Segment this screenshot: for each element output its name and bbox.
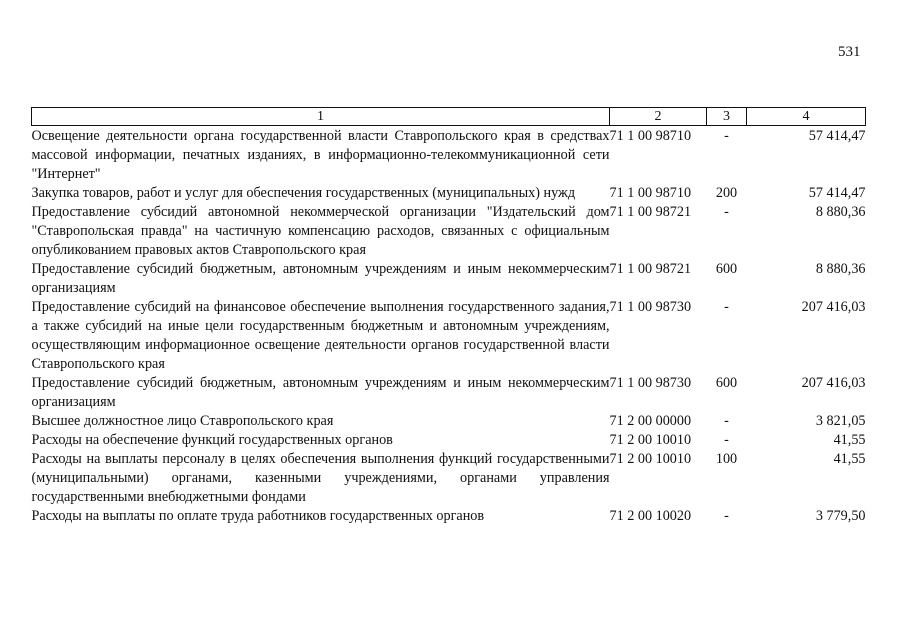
table-row (32, 298, 866, 374)
row-amount: 8 880,36 (815, 204, 866, 220)
row-code: 71 1 00 98710 (609, 185, 692, 201)
header-col-2: 2 (610, 108, 707, 126)
row-type: - (724, 432, 729, 448)
row-amount: 3 821,05 (815, 413, 866, 429)
row-description: Предоставление субсидий бюджетным, автономным учреждениям и иным некоммерческим организациям (31, 261, 610, 296)
table-row (32, 374, 866, 412)
page-number: 531 (838, 44, 861, 60)
row-code: 71 1 00 98730 (609, 375, 692, 391)
row-description: Предоставление субсидий автономной некоммерческой организации "Издательский дом "Ставропольская правда" на частичную компенсацию расходов, связанных с официальным опубликованием правовых актов Ставропольского края (31, 204, 610, 258)
header-col-4: 4 (747, 108, 866, 126)
row-code: 71 1 00 98710 (609, 128, 692, 144)
row-description: Предоставление субсидий на финансовое обеспечение выполнения государственного задания, а также субсидий на иные цели государственным бюджетным и автономным учреждениям, осуществляющим информационное освещение деятельности органов государственной власти Ставропольского края (31, 299, 610, 372)
table-row (32, 431, 866, 450)
row-amount: 207 416,03 (801, 299, 866, 315)
row-code: 71 1 00 98721 (609, 261, 692, 277)
row-code: 71 2 00 10020 (609, 508, 692, 524)
row-amount: 207 416,03 (801, 375, 866, 391)
row-description: Высшее должностное лицо Ставропольского края (31, 413, 334, 429)
row-amount: 57 414,47 (808, 128, 866, 144)
row-type: - (724, 508, 729, 524)
header-col-1: 1 (32, 108, 610, 126)
row-amount: 3 779,50 (815, 508, 866, 524)
row-amount: 41,55 (833, 451, 866, 467)
row-amount: 41,55 (833, 432, 866, 448)
budget-table (31, 107, 866, 526)
table-row (32, 450, 866, 507)
table-row (32, 203, 866, 260)
row-type: 200 (715, 185, 738, 201)
row-description: Расходы на выплаты по оплате труда работников государственных органов (31, 508, 485, 524)
table-row (32, 127, 866, 184)
row-description: Освещение деятельности органа государственной власти Ставропольского края в средствах массовой информации, печатных изданиях, в информационно-телекоммуникационной сети "Интернет" (31, 128, 610, 182)
table-row (32, 260, 866, 298)
header-row (32, 108, 866, 126)
row-description: Расходы на обеспечение функций государственных органов (31, 432, 393, 448)
header-col-3: 3 (707, 108, 747, 126)
row-code: 71 2 00 00000 (609, 413, 692, 429)
row-code: 71 2 00 10010 (609, 451, 692, 467)
row-description: Предоставление субсидий бюджетным, автономным учреждениям и иным некоммерческим организациям (31, 375, 610, 410)
row-code: 71 1 00 98730 (609, 299, 692, 315)
row-amount: 8 880,36 (815, 261, 866, 277)
table-row (32, 184, 866, 203)
row-type: - (724, 128, 729, 144)
row-code: 71 1 00 98721 (609, 204, 692, 220)
table-row (32, 507, 866, 526)
row-amount: 57 414,47 (808, 185, 866, 201)
row-type: 600 (715, 261, 738, 277)
row-description: Закупка товаров, работ и услуг для обеспечения государственных (муниципальных) нужд (31, 185, 576, 201)
row-type: 600 (715, 375, 738, 391)
row-type: - (724, 413, 729, 429)
row-description: Расходы на выплаты персоналу в целях обеспечения выполнения функций государственными (муниципальными) органами, казенными учреждениями, органами управления государственными внебюджетными фондами (31, 451, 610, 505)
table-row (32, 412, 866, 431)
row-type: 100 (715, 451, 738, 467)
row-type: - (724, 299, 729, 315)
row-type: - (724, 204, 729, 220)
row-code: 71 2 00 10010 (609, 432, 692, 448)
